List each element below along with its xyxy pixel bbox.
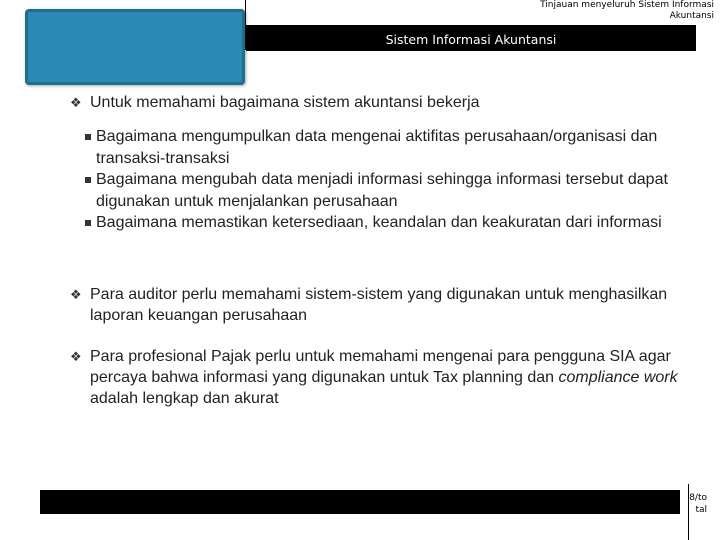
sub-bullet-3 [70,212,710,234]
logo-box [25,9,245,85]
bullet-3-text-before: Para profesional Pajak perlu untuk memahami mengenai para pengguna SIA agar percaya bahwa informasi yang digunakan untuk Tax planning dan [90,347,671,386]
bullet-1-sublist [70,126,710,234]
slide-content [70,92,710,409]
slide-title: Sistem Informasi Akuntansi [246,25,696,51]
square-bullet-icon [85,177,91,183]
header-caption: Tinjauan menyeluruh Sistem Informasi Akuntansi [540,0,714,21]
bullet-3 [70,346,710,409]
square-bullet-icon [85,134,91,140]
bullet-1 [70,92,710,113]
sub-bullet-3-text: Bagaimana memastikan ketersediaan, keandalan dan keakuratan dari informasi [96,214,662,231]
sub-bullet-1 [70,126,710,169]
diamond-bullet-icon: ❖ [70,95,82,110]
bullet-2-text: Para auditor perlu memahami sistem-sistem yang digunakan untuk menghasilkan laporan keuangan perusahaan [90,285,668,324]
diamond-bullet-icon: ❖ [70,286,82,302]
bullet-1-text: Untuk memahami bagaimana sistem akuntansi bekerja [90,94,480,111]
sub-bullet-2-text: Bagaimana mengubah data menjadi informasi sehingga informasi tersebut dapat digunakan untuk menjalankan perusahaan [96,171,668,210]
page-number: 8/total [689,493,707,515]
bullet-3-text-italic: compliance work [558,368,678,386]
square-bullet-icon [85,220,91,226]
diamond-bullet-icon: ❖ [70,348,82,364]
bullet-3-text-after: adalah lengkap dan akurat [90,389,279,407]
sub-bullet-1-text: Bagaimana mengumpulkan data mengenai aktifitas perusahaan/organisasi dan transaksi-transaksi [96,128,658,167]
sub-bullet-2 [70,169,710,212]
bullet-2 [70,284,710,326]
footer-bar [40,490,680,514]
